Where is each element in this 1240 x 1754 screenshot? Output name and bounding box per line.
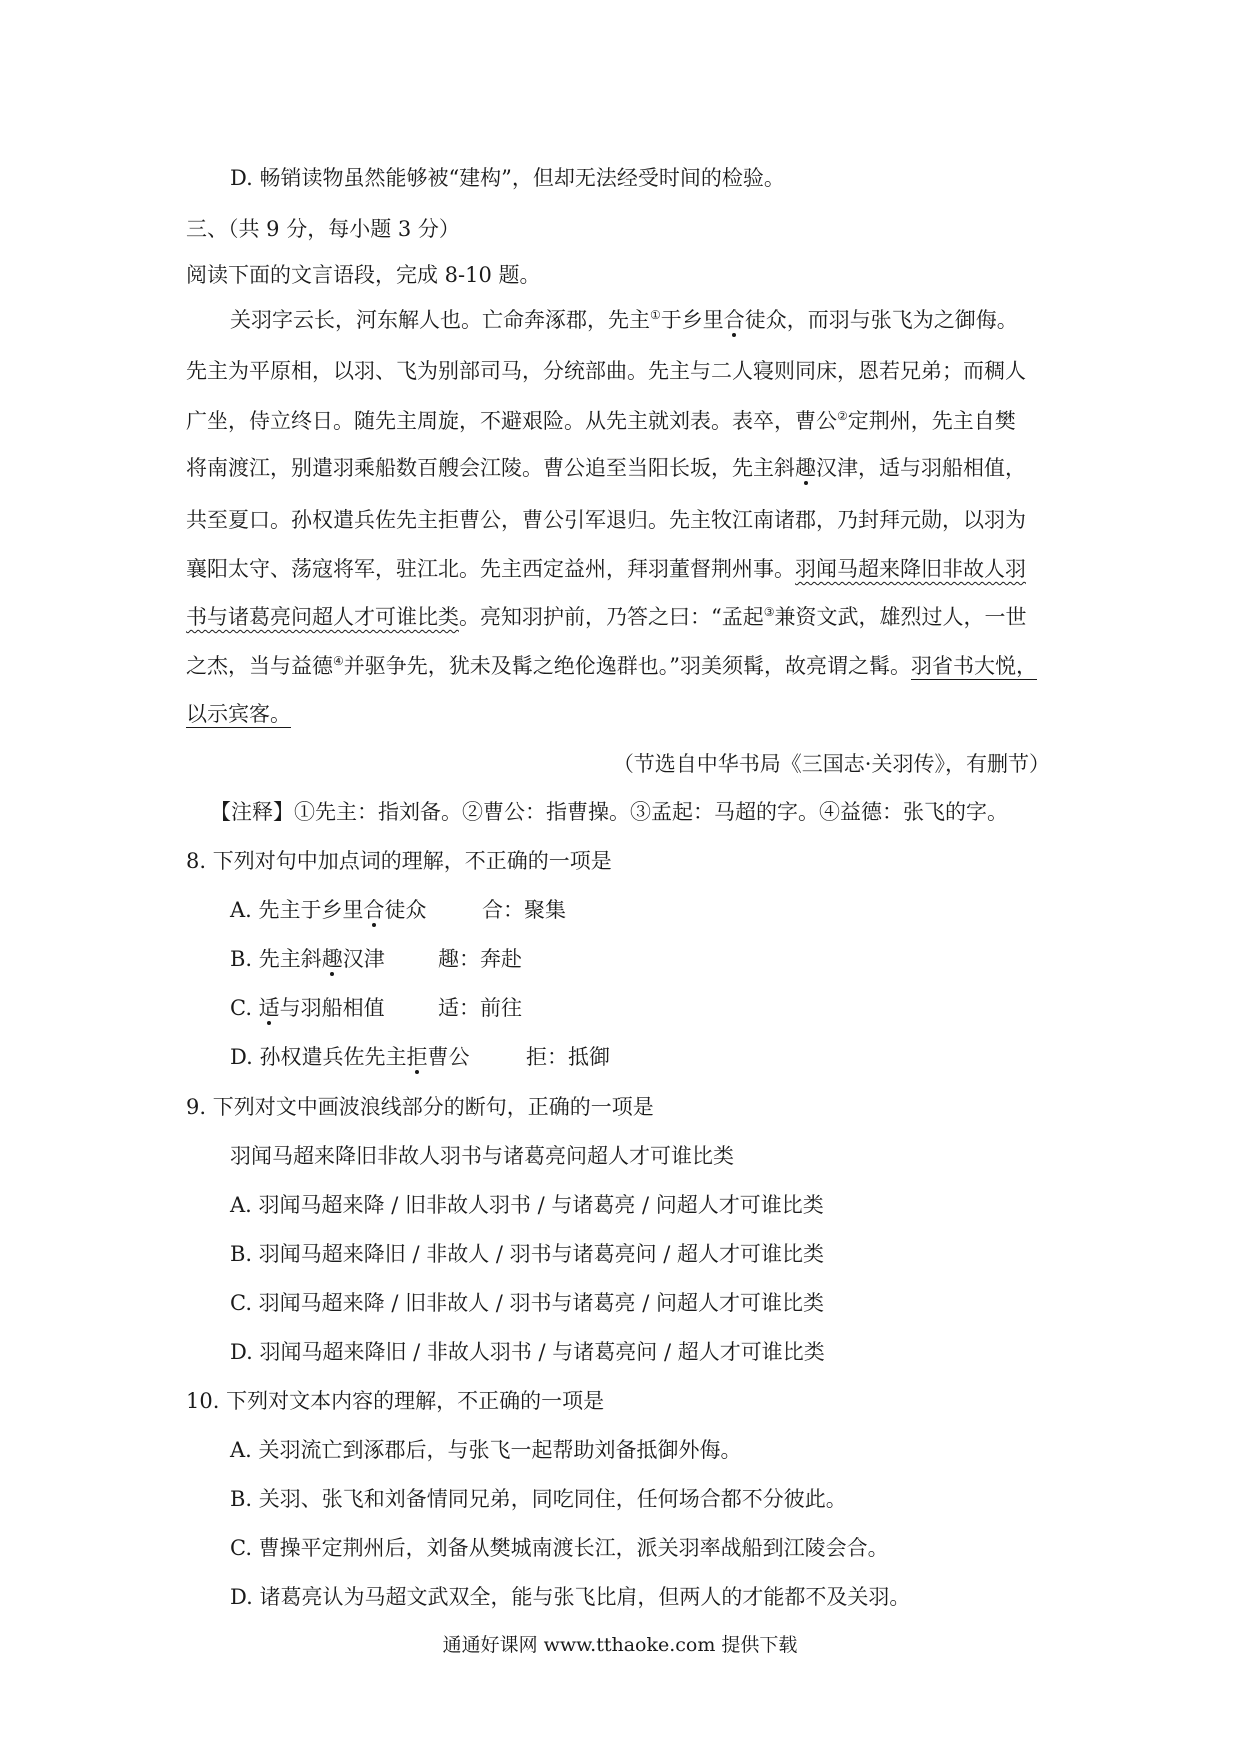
passage-line-5: 共至夏口。孙权遣兵佐先主拒曹公，曹公引军退归。先主牧江南诸郡，乃封拜元勋，以羽为 [186, 508, 1026, 532]
option-c-gloss: 适：前往 [438, 996, 522, 1020]
question-stem: 9. 下列对文中画波浪线部分的断句，正确的一项是 [186, 1095, 654, 1119]
option-text: 曹公 [427, 1045, 470, 1069]
passage-text: 襄阳太守、荡寇将军，驻江北。先主西定益州，拜羽董督荆州事。 [186, 557, 795, 581]
option-a-gloss: 合：聚集 [482, 898, 566, 922]
passage-text: 兼资文武，雄烈过人，一世 [774, 605, 1027, 629]
note-marker-4: ④ [333, 654, 344, 668]
option-b [230, 943, 385, 973]
passage-line-2: 先主为平原相，以羽、飞为别部司马，分统部曲。先主与二人寝则同床，恩若兄弟；而稠人 [186, 359, 1026, 383]
passage-text: 徒众，而羽与张飞为之御侮。 [744, 308, 1018, 332]
annotations: 【注释】①先主：指刘备。②曹公：指曹操。③孟起：马超的字。④益德：张飞的字。 [210, 800, 1008, 824]
option-text: 与羽船相值 [279, 996, 385, 1020]
passage-text: 于乡里 [660, 308, 724, 332]
passage-line-9 [186, 698, 291, 728]
underlined-text: 羽省书大悦， [911, 654, 1037, 678]
wavy-underlined-text: 羽闻马超来降旧非故人羽 [795, 557, 1026, 581]
option-text: 汉津 [342, 947, 385, 971]
question-stem: 8. 下列对句中加点词的理解，不正确的一项是 [186, 849, 612, 873]
note-marker-3: ③ [763, 605, 775, 619]
option-d: D. 诸葛亮认为马超文武双全，能与张飞比肩，但两人的才能都不及关羽。 [230, 1585, 911, 1609]
passage-line-8 [186, 650, 1037, 680]
option-c: C. 羽闻马超来降 / 旧非故人 / 羽书与诸葛亮 / 问超人才可谁比类 [230, 1291, 824, 1315]
option-d: D. 羽闻马超来降旧 / 非故人羽书 / 与诸葛亮问 / 超人才可谁比类 [230, 1340, 825, 1364]
option-text: A. 先主于乡里 [230, 898, 364, 922]
dotted-word: 趣 [795, 456, 816, 480]
option-d-gloss: 拒：抵御 [526, 1045, 610, 1069]
passage-text: 定荆州，先主自樊 [847, 409, 1016, 433]
note-marker-1: ① [650, 308, 661, 322]
passage-text: 之杰，当与益德 [186, 654, 333, 678]
passage-line-7 [186, 601, 1027, 631]
source-citation: （节选自中华书局《三国志·关羽传》，有删节） [612, 752, 1050, 776]
passage-line-1 [230, 304, 1018, 334]
passage-line-3 [186, 405, 1016, 435]
passage-line-6 [186, 553, 1026, 583]
option-text: B. 先主斜 [230, 947, 322, 971]
section3-header: 三、（共 9 分，每小题 3 分） [186, 217, 460, 241]
dotted-word: 适 [258, 996, 280, 1020]
option-c: C. 曹操平定荆州后，刘备从樊城南渡长江，派关羽率战船到江陵会合。 [230, 1536, 889, 1560]
option-a: A. 关羽流亡到涿郡后，与张飞一起帮助刘备抵御外侮。 [230, 1438, 742, 1462]
passage-line-4 [186, 452, 1026, 482]
note-marker-2: ② [837, 409, 848, 423]
q7-option-d: D. 畅销读物虽然能够被“建构”，但却无法经受时间的检验。 [230, 166, 785, 190]
option-text: 徒众 [384, 898, 427, 922]
dotted-word: 合 [363, 898, 385, 922]
passage-text: 广坐，侍立终日。随先主周旋，不避艰险。从先主就刘表。表卒，曹公 [186, 409, 837, 433]
option-text: D. 孙权遣兵佐先主 [230, 1045, 407, 1069]
passage-text: 将南渡江，别遣羽乘船数百艘会江陵。曹公追至当阳长坂，先主斜 [186, 456, 795, 480]
page-footer: 通通好课网 www.tthaoke.com 提供下载 [442, 1634, 798, 1656]
option-a: A. 羽闻马超来降 / 旧非故人羽书 / 与诸葛亮 / 问超人才可谁比类 [230, 1193, 824, 1217]
section3-instruction: 阅读下面的文言语段，完成 8-10 题。 [186, 263, 541, 287]
dotted-word: 拒 [406, 1045, 428, 1069]
option-a [230, 894, 427, 924]
question-stem: 10. 下列对文本内容的理解，不正确的一项是 [186, 1389, 605, 1413]
option-b: B. 关羽、张飞和刘备情同兄弟，同吃同住，任何场合都不分彼此。 [230, 1487, 847, 1511]
option-c [230, 992, 385, 1022]
option-d [230, 1041, 469, 1071]
dotted-word: 趣 [321, 947, 343, 971]
passage-text: 。亮知羽护前，乃答之曰：“孟起 [459, 605, 764, 629]
option-b-gloss: 趣：奔赴 [438, 947, 522, 971]
option-b: B. 羽闻马超来降旧 / 非故人 / 羽书与诸葛亮问 / 超人才可谁比类 [230, 1242, 825, 1266]
passage-text: 并驱争先，犹未及髯之绝伦逸群也。”羽美须髯，故亮谓之髯。 [343, 654, 911, 678]
underlined-text: 以示宾客。 [186, 702, 291, 726]
passage-text: 汉津，适与羽船相值， [816, 456, 1026, 480]
question-sentence: 羽闻马超来降旧非故人羽书与诸葛亮问超人才可谁比类 [230, 1144, 734, 1168]
option-text: C. [230, 996, 259, 1020]
passage-text: 关羽字云长，河东解人也。亡命奔涿郡，先主 [230, 308, 650, 332]
wavy-underlined-text: 书与诸葛亮问超人才可谁比类 [186, 605, 459, 629]
dotted-word: 合 [723, 308, 745, 332]
